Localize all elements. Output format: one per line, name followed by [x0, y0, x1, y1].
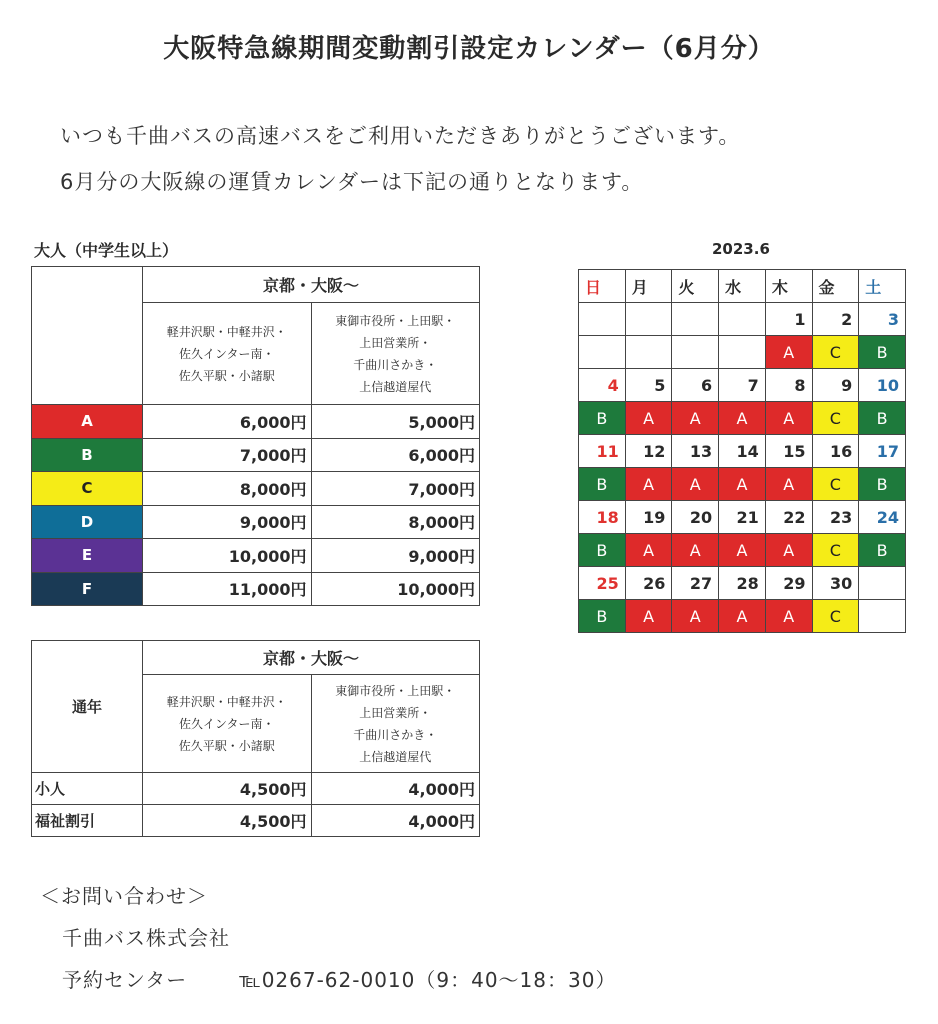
fare-row-b	[32, 438, 480, 472]
calendar-fare-class	[672, 336, 719, 369]
calendar-fare-class	[625, 336, 672, 369]
calendar-date: 6	[672, 369, 719, 402]
origin-group-2	[311, 303, 480, 405]
origin-line: 上信越道屋代	[359, 749, 432, 764]
contact-heading: ＜お問い合わせ＞	[40, 884, 208, 908]
origin-line: 軽井沢駅・中軽井沢・	[166, 324, 287, 339]
annual-origin-group-2	[311, 675, 480, 773]
phone-number: ℡0267-62-0010（9：40～18：30）	[239, 968, 617, 992]
calendar-fare-class: A	[719, 468, 766, 501]
calendar-date: 29	[765, 567, 812, 600]
calendar-fare-class: B	[859, 402, 906, 435]
fare-e-price-2: 9,000円	[311, 539, 480, 573]
calendar-date-row	[579, 303, 906, 336]
calendar-date: 22	[765, 501, 812, 534]
annual-row-label: 福祉割引	[32, 805, 143, 837]
fare-d-price-2: 8,000円	[311, 505, 480, 539]
calendar-date: 12	[625, 435, 672, 468]
company-name: 千曲バス株式会社	[62, 926, 230, 950]
calendar-fare-class: B	[859, 336, 906, 369]
fare-row-c	[32, 472, 480, 506]
weekday-header-row	[579, 270, 906, 303]
fare-e-price-1: 10,000円	[143, 539, 312, 573]
weekday-3: 水	[719, 270, 766, 303]
weekday-0: 日	[579, 270, 626, 303]
intro-line-2: 6月分の大阪線の運賃カレンダーは下記の通りとなります。	[60, 170, 644, 194]
fare-row-f	[32, 572, 480, 606]
calendar-date: 2	[812, 303, 859, 336]
calendar-title: 2023.6	[712, 240, 770, 258]
calendar-date	[672, 303, 719, 336]
annual-price-2: 4,000円	[311, 773, 480, 805]
fare-class-f: F	[32, 572, 143, 606]
annual-origin-group-1	[143, 675, 312, 773]
annual-fare-table	[31, 640, 480, 837]
fare-class-c: C	[32, 472, 143, 506]
calendar-fare-class: B	[859, 534, 906, 567]
intro-line-1: いつも千曲バスの高速バスをご利用いただきありがとうございます。	[60, 124, 741, 148]
fare-class-a: A	[32, 405, 143, 439]
calendar-date: 23	[812, 501, 859, 534]
calendar-date: 19	[625, 501, 672, 534]
calendar-fare-row	[579, 402, 906, 435]
calendar-fare-class: A	[625, 600, 672, 633]
calendar-date: 14	[719, 435, 766, 468]
weekday-1: 月	[625, 270, 672, 303]
fare-b-price-2: 6,000円	[311, 438, 480, 472]
calendar-date: 9	[812, 369, 859, 402]
calendar-fare-class: C	[812, 468, 859, 501]
origin-line: 佐久インター南・	[178, 716, 275, 731]
calendar-date: 30	[812, 567, 859, 600]
calendar-fare-row	[579, 534, 906, 567]
annual-corner-label: 通年	[32, 641, 143, 773]
adult-table-caption: 大人（中学生以上）	[34, 241, 179, 260]
origin-line: 上信越道屋代	[359, 379, 432, 394]
fare-row-e	[32, 539, 480, 573]
calendar-fare-class: B	[579, 468, 626, 501]
fare-class-d: D	[32, 505, 143, 539]
calendar-date: 18	[579, 501, 626, 534]
annual-destination-header: 京都・大阪～	[143, 641, 480, 675]
calendar-date: 13	[672, 435, 719, 468]
calendar-date: 5	[625, 369, 672, 402]
fare-row-d	[32, 505, 480, 539]
calendar-date: 4	[579, 369, 626, 402]
calendar-fare-class: A	[765, 402, 812, 435]
calendar-fare-class: C	[812, 600, 859, 633]
calendar-fare-class	[719, 336, 766, 369]
calendar-date: 28	[719, 567, 766, 600]
calendar-date: 26	[625, 567, 672, 600]
calendar-date: 7	[719, 369, 766, 402]
table-corner	[32, 267, 143, 405]
calendar-date	[579, 303, 626, 336]
calendar-fare-class: A	[765, 468, 812, 501]
origin-line: 千曲川さかき・	[353, 357, 438, 372]
calendar-date: 20	[672, 501, 719, 534]
weekday-6: 土	[859, 270, 906, 303]
calendar-fare-class	[859, 600, 906, 633]
calendar-fare-class: B	[579, 534, 626, 567]
reservation-center-label: 予約センター	[62, 968, 188, 992]
calendar-fare-class: C	[812, 336, 859, 369]
calendar-fare-row	[579, 600, 906, 633]
origin-line: 東御市役所・上田駅・	[335, 683, 456, 698]
annual-price-2: 4,000円	[311, 805, 480, 837]
annual-row-welfare	[32, 805, 480, 837]
calendar-date-row	[579, 567, 906, 600]
calendar-date-row	[579, 435, 906, 468]
fare-row-a	[32, 405, 480, 439]
calendar-fare-class: A	[765, 600, 812, 633]
calendar-fare-class: C	[812, 402, 859, 435]
calendar-fare-class: A	[672, 600, 719, 633]
weekday-4: 木	[765, 270, 812, 303]
calendar-date: 17	[859, 435, 906, 468]
fare-c-price-2: 7,000円	[311, 472, 480, 506]
fare-c-price-1: 8,000円	[143, 472, 312, 506]
calendar-date: 27	[672, 567, 719, 600]
calendar-date: 24	[859, 501, 906, 534]
calendar-date	[625, 303, 672, 336]
fare-d-price-1: 9,000円	[143, 505, 312, 539]
calendar-fare-row	[579, 336, 906, 369]
fare-a-price-2: 5,000円	[311, 405, 480, 439]
weekday-2: 火	[672, 270, 719, 303]
annual-price-1: 4,500円	[143, 805, 312, 837]
calendar-fare-class: A	[625, 402, 672, 435]
calendar-fare-class: B	[579, 402, 626, 435]
fare-calendar	[578, 269, 906, 633]
calendar-fare-class: A	[765, 534, 812, 567]
calendar-fare-class: A	[625, 468, 672, 501]
calendar-fare-class	[579, 336, 626, 369]
calendar-fare-class: A	[719, 534, 766, 567]
origin-line: 佐久インター南・	[178, 346, 275, 361]
calendar-fare-class: A	[765, 336, 812, 369]
calendar-fare-class: A	[672, 468, 719, 501]
annual-row-label: 小人	[32, 773, 143, 805]
calendar-fare-class: A	[672, 534, 719, 567]
calendar-date: 15	[765, 435, 812, 468]
calendar-fare-class: A	[719, 402, 766, 435]
page-title: 大阪特急線期間変動割引設定カレンダー（6月分）	[163, 34, 775, 64]
calendar-date	[719, 303, 766, 336]
calendar-date: 1	[765, 303, 812, 336]
calendar-date: 21	[719, 501, 766, 534]
calendar-date: 16	[812, 435, 859, 468]
fare-f-price-1: 11,000円	[143, 572, 312, 606]
origin-line: 千曲川さかき・	[353, 727, 438, 742]
calendar-fare-class: A	[719, 600, 766, 633]
calendar-date: 25	[579, 567, 626, 600]
annual-row-child	[32, 773, 480, 805]
origin-line: 佐久平駅・小諸駅	[178, 738, 275, 753]
origin-line: 上田営業所・	[359, 705, 432, 720]
reservation-line	[62, 964, 616, 993]
fare-a-price-1: 6,000円	[143, 405, 312, 439]
fare-f-price-2: 10,000円	[311, 572, 480, 606]
calendar-date-row	[579, 501, 906, 534]
calendar-fare-class: C	[812, 534, 859, 567]
calendar-date: 8	[765, 369, 812, 402]
calendar-fare-class: B	[579, 600, 626, 633]
origin-line: 佐久平駅・小諸駅	[178, 368, 275, 383]
adult-fare-table	[31, 266, 480, 606]
calendar-fare-class: B	[859, 468, 906, 501]
fare-class-e: E	[32, 539, 143, 573]
calendar-fare-class: A	[672, 402, 719, 435]
weekday-5: 金	[812, 270, 859, 303]
origin-line: 上田営業所・	[359, 335, 432, 350]
origin-line: 軽井沢駅・中軽井沢・	[166, 694, 287, 709]
calendar-date-row	[579, 369, 906, 402]
calendar-fare-class: A	[625, 534, 672, 567]
calendar-date: 11	[579, 435, 626, 468]
annual-price-1: 4,500円	[143, 773, 312, 805]
fare-b-price-1: 7,000円	[143, 438, 312, 472]
calendar-fare-row	[579, 468, 906, 501]
calendar-date: 10	[859, 369, 906, 402]
calendar-date	[859, 567, 906, 600]
destination-header: 京都・大阪～	[143, 267, 480, 303]
calendar-date: 3	[859, 303, 906, 336]
origin-line: 東御市役所・上田駅・	[335, 313, 456, 328]
origin-group-1	[143, 303, 312, 405]
fare-class-b: B	[32, 438, 143, 472]
